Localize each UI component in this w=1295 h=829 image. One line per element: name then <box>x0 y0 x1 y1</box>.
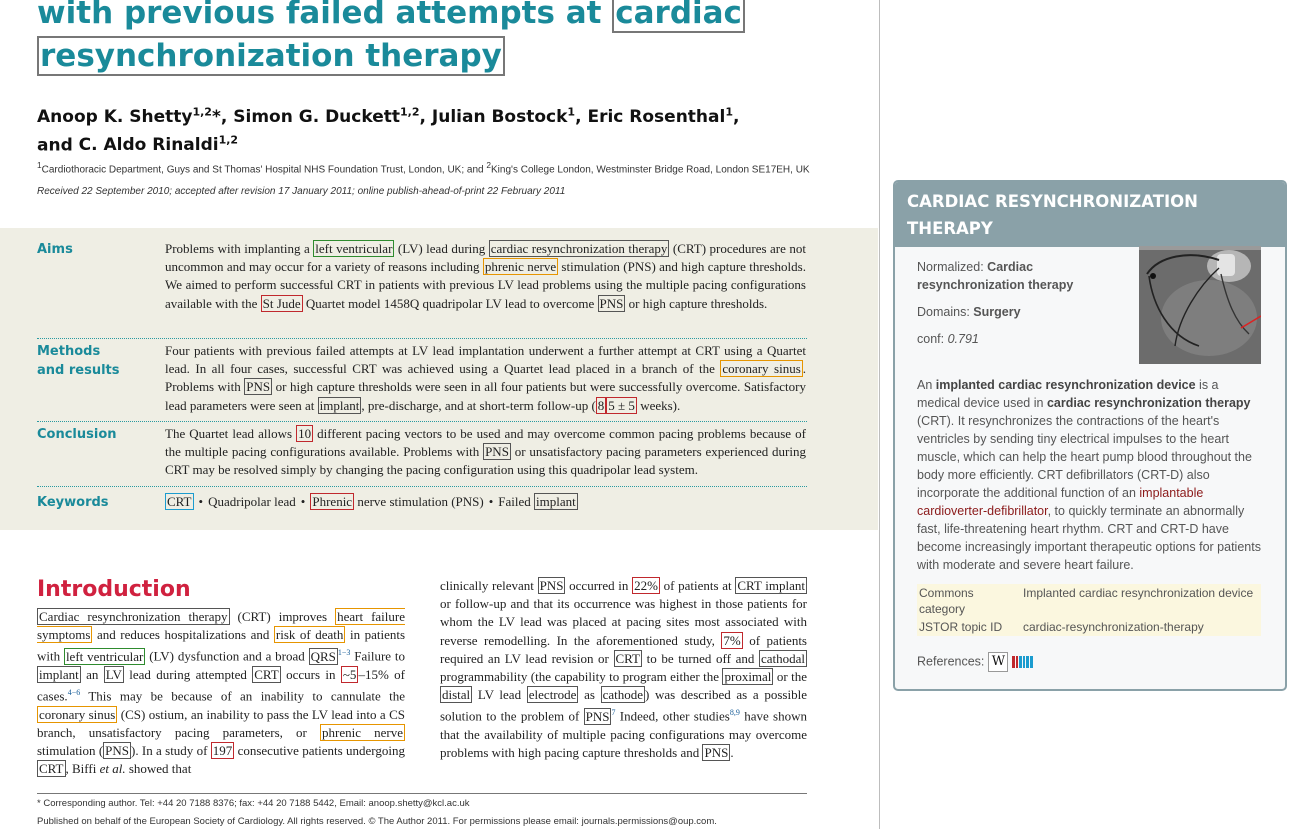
author-sep: , <box>419 106 432 127</box>
text: showed that <box>125 761 192 777</box>
author-sup: 1,2 <box>192 105 212 118</box>
text: LV lead <box>472 687 527 703</box>
reference-link[interactable]: 7 <box>611 708 616 718</box>
text: Four patients with previous failed attempts at LV lead implantation underwent a further attempt at CRT using a Quartet lead. In all four cases, successful CRT was achieved using a Quartet lead placed in a branch of the <box>165 343 806 377</box>
text: et al. <box>99 761 126 777</box>
affil-sup: 1 <box>37 160 42 170</box>
text: ). In a study of <box>131 743 211 759</box>
text: of patients required an LV lead revision or <box>440 632 807 666</box>
entity-proximal[interactable]: proximal <box>724 669 772 685</box>
reference-link[interactable]: 4−6 <box>67 688 81 698</box>
entity-phrenic[interactable]: Phrenic <box>312 494 353 509</box>
entity-cathodal[interactable]: cathodal <box>760 650 805 666</box>
abstract-divider <box>37 338 807 339</box>
text: weeks). <box>636 397 681 413</box>
text: –15% of cases. <box>37 666 405 704</box>
author-sup: 1,2 <box>400 105 420 118</box>
entity-crt[interactable]: CRT <box>39 761 64 777</box>
entity-electrode[interactable]: electrode <box>528 687 577 703</box>
entity-implant[interactable]: implant <box>39 666 79 682</box>
entity-risk-of-death[interactable]: risk of death <box>275 627 344 643</box>
panel-description <box>917 376 1263 574</box>
bold-term: cardiac resynchronization therapy <box>1046 396 1251 410</box>
entity-heart-failure[interactable]: heart failure symptoms <box>37 609 405 643</box>
keywords-text <box>165 493 806 511</box>
entity-info-panel <box>893 180 1287 691</box>
author-list <box>37 100 837 157</box>
text: An <box>917 378 936 392</box>
entity-st-jude[interactable]: St Jude <box>262 295 301 311</box>
methods-text <box>165 342 806 415</box>
text: as <box>578 687 601 703</box>
panel-references <box>917 652 1034 672</box>
text: stimulation (PNS) and high capture thresholds. We aimed to perform successful CRT in patients with previous LV lead problems using the multiple pacing configurations available with the <box>165 259 806 311</box>
entity-distal[interactable]: distal <box>442 687 471 703</box>
entity-pns[interactable]: PNS <box>539 578 564 593</box>
entity-number[interactable]: 8 <box>597 397 605 413</box>
label-text: Methods <box>37 344 101 359</box>
author-sup: 1,2 <box>218 133 239 147</box>
entity-pns[interactable]: PNS <box>105 743 130 759</box>
entity-left-ventricular[interactable]: left ventricular <box>65 648 144 664</box>
entity-number[interactable]: 22% <box>634 578 658 593</box>
received-dates: Received 22 September 2010; accepted after revision 17 January 2011; online publish-ahead-of-print 22 February 2011 <box>37 186 566 197</box>
right-column-text <box>440 577 807 762</box>
text: consecutive patients undergoing <box>234 743 405 759</box>
author-sup: 1 <box>567 105 576 118</box>
text: occurred in <box>565 578 633 593</box>
entity-resynchronization-title[interactable]: resynchronization therapy <box>37 36 505 76</box>
text: (CRT). It resynchronizes the contractions of the heart's ventricles by sending tiny electrical impulses to the heart muscle, which can help the heart pump blood throughout the body more efficiently. CRT defibrillators (CRT-D) also incorporate the additional function of an <box>917 414 1252 500</box>
text: . Problems with <box>165 361 806 395</box>
author-sep: , <box>733 106 740 127</box>
text: The Quartet lead allows <box>165 426 297 441</box>
author-name: Simon G. Duckett <box>233 106 400 127</box>
author-2 <box>233 107 432 127</box>
entity-cardiac-title[interactable]: cardiac <box>612 0 745 33</box>
text: of patients at <box>659 578 736 593</box>
xray-thumbnail[interactable] <box>1139 246 1261 364</box>
entity-crt[interactable]: CRT <box>615 650 641 666</box>
text: and reduces hospitalizations and <box>92 627 274 643</box>
meta-label: Domains: <box>917 305 974 319</box>
abstract-divider <box>37 421 807 422</box>
author-5 <box>79 135 238 155</box>
domains-row <box>917 303 1117 321</box>
keywords-label: Keywords <box>37 495 109 510</box>
entity-implant[interactable]: implant <box>319 397 360 413</box>
reference-link[interactable]: 1−3 <box>337 648 351 658</box>
corresponding-author-footnote: * Corresponding author. Tel: +44 20 7188 8376; fax: +44 20 7188 5442, Email: anoop.shetty@kcl.ac.uk <box>37 798 470 809</box>
introduction-text <box>37 608 405 778</box>
text: have shown that the availability of multiple pacing configurations may overcome problems with high pacing capture thresholds and <box>440 708 807 761</box>
panel-title: CARDIAC RESYNCHRONIZATION THERAPY <box>895 182 1285 247</box>
bold-term: implanted cardiac resynchronization device <box>935 378 1196 392</box>
text: lead during attempted <box>123 666 253 682</box>
entity-phrenic-nerve[interactable]: phrenic nerve <box>322 724 403 740</box>
references-label: References: <box>917 654 985 669</box>
entity-coronary-sinus[interactable]: coronary sinus <box>722 361 801 377</box>
author-name: C. Aldo Rinaldi <box>78 135 219 156</box>
text: or high capture thresholds were seen in all four patients but were successfully overcome. Satisfactory lead parameters were seen at <box>165 379 806 413</box>
table-row <box>917 618 1261 636</box>
text: , pre-discharge, and at short-term follow-up ( <box>361 397 596 413</box>
author-4 <box>587 107 739 127</box>
text: to be turned off and <box>642 650 759 666</box>
conclusion-text <box>165 425 806 480</box>
text: (LV) lead during <box>394 241 489 256</box>
entity-number[interactable]: 197 <box>212 743 233 759</box>
author-1 <box>37 107 233 127</box>
text: in patients with <box>37 627 406 664</box>
text: an <box>80 666 104 682</box>
methods-label <box>37 342 157 380</box>
entity-qrs[interactable]: QRS <box>310 648 336 664</box>
affil-text: Cardiothoracic Department, Guys and St Thomas' Hospital NHS Foundation Trust, London, UK; and <box>41 164 487 176</box>
text: or follow-up and that its occurrence was highest in those patients for whom the LV lead was placed at pacing sites most associated with reverse remodelling. In the aforementioned study, <box>440 596 807 648</box>
text: Indeed, other studies <box>615 708 730 724</box>
affil-sup: 2 <box>486 160 492 170</box>
jstor-icon[interactable] <box>1012 655 1034 669</box>
conf-value: 0.791 <box>947 332 979 346</box>
affiliations <box>37 160 857 175</box>
text: Quartet model 1458Q quadripolar LV lead to overcome <box>302 295 598 311</box>
text: (LV) dysfunction and a broad <box>145 648 309 664</box>
entity-pns[interactable]: PNS <box>585 708 610 724</box>
bullet: • <box>488 494 494 509</box>
aims-label: Aims <box>37 242 73 257</box>
text: different pacing vectors to be used and may overcome common pacing problems because of the multiple pacing configurations available. Problems with <box>165 426 806 460</box>
entity-crt-implant[interactable]: CRT implant <box>737 578 806 593</box>
abstract-box <box>0 228 878 530</box>
entity-pns[interactable]: PNS <box>599 295 624 311</box>
property-value[interactable]: cardiac-resynchronization-therapy <box>1023 620 1204 634</box>
entity-number[interactable]: 10 <box>298 426 312 441</box>
text: (CRT) procedures are not uncommon and may occur for a variety of reasons including <box>165 241 806 275</box>
entity-crt[interactable]: Cardiac resynchronization therapy <box>39 609 228 624</box>
entity-number[interactable]: 7% <box>723 632 741 648</box>
text: (CS) ostium, an inability to pass the LV lead into a CS branch, unsatisfactory pacing parameters, or <box>37 706 405 740</box>
entity-number[interactable]: 5 ± 5 <box>608 397 635 413</box>
property-key: Commons category <box>919 586 974 616</box>
text: stimulation ( <box>37 743 104 759</box>
entity-coronary-sinus[interactable]: coronary sinus <box>39 706 116 722</box>
property-value[interactable]: Implanted cardiac resynchronization device <box>1023 586 1254 600</box>
reference-link[interactable]: 8,9 <box>729 708 740 718</box>
affil-text: King's College London, Westminster Bridge Road, London SE17EH, UK <box>491 164 810 176</box>
entity-left-ventricular[interactable]: left ventricular <box>315 241 393 256</box>
text: , to quickly terminate an abnormally fast, life-threatening heart rhythm. CRT and CRT-D have become increasingly important therapeutic options for patients with moderate and severe heart failure. <box>917 504 1261 572</box>
entity-crt[interactable]: cardiac resynchronization therapy <box>490 241 668 256</box>
text: or unsatisfactory pacing parameters experienced during CRT may be resolved simply by changing the pacing configuration using this quadripolar lead system. <box>165 444 806 478</box>
publisher-note: Published on behalf of the European Society of Cardiology. All rights reserved. © The Author 2011. For permissions please email: journals.permissions@oup.com. <box>37 816 717 827</box>
keyword: nerve stimulation (PNS) <box>354 494 484 509</box>
abstract-divider <box>37 486 807 487</box>
title-text: with previous failed attempts at <box>37 0 613 31</box>
author-sep: *, <box>211 106 234 127</box>
normalized-row <box>917 258 1117 294</box>
aims-text <box>165 240 806 313</box>
entity-cathode[interactable]: cathode <box>602 687 644 703</box>
entity-number[interactable]: ~5 <box>342 666 357 682</box>
entity-crt-keyword[interactable]: CRT <box>167 494 192 509</box>
label-text: and results <box>37 363 120 378</box>
icd-link[interactable]: implantable cardioverter-defibrillator <box>917 486 1204 518</box>
table-row <box>917 584 1261 618</box>
normalized-value: Cardiac resynchronization therapy <box>917 260 1074 292</box>
text: ) was described as a possible solution to the problem of <box>440 687 807 724</box>
text: or high capture thresholds. <box>625 295 768 311</box>
domains-value: Surgery <box>973 305 1021 319</box>
wikipedia-icon[interactable]: W <box>988 652 1008 672</box>
author-sup: 1 <box>725 105 733 118</box>
text: Problems with implanting a <box>165 241 314 256</box>
footnote-divider <box>37 793 807 794</box>
text: This may be because of an inability to cannulate the <box>80 688 405 704</box>
entity-implant[interactable]: implant <box>536 494 576 509</box>
text: is a medical device used in <box>917 378 1219 410</box>
introduction-heading: Introduction <box>37 577 191 602</box>
author-sep: , <box>575 106 588 127</box>
text: or the <box>773 669 807 685</box>
text: . <box>730 745 734 761</box>
bullet: • <box>198 494 204 509</box>
conf-row <box>917 330 1117 348</box>
author-name: Anoop K. Shetty <box>37 106 193 127</box>
entity-lv[interactable]: LV <box>105 666 122 682</box>
introduction-column <box>37 576 405 778</box>
author-name: Eric Rosenthal <box>587 106 726 127</box>
keyword: Quadripolar lead <box>208 494 296 509</box>
property-key: JSTOR topic ID <box>919 620 1003 634</box>
meta-label: conf: <box>917 332 948 346</box>
right-column <box>440 577 807 762</box>
conclusion-label: Conclusion <box>37 427 117 442</box>
meta-label: Normalized: <box>917 260 988 274</box>
entity-crt[interactable]: CRT <box>254 666 279 682</box>
paper-title <box>37 0 857 78</box>
xray-image <box>1139 246 1261 364</box>
text: clinically relevant <box>440 578 538 593</box>
author-and: and <box>37 135 79 156</box>
entity-pns[interactable]: PNS <box>704 745 729 761</box>
text: (CRT) improves <box>229 609 336 624</box>
text: Failure to <box>350 648 405 664</box>
panel-meta <box>917 258 1117 348</box>
text: programmability (the capability to program either the <box>440 669 723 685</box>
panel-properties-table <box>917 584 1261 636</box>
keyword: Failed <box>498 494 535 509</box>
entity-pns[interactable]: PNS <box>246 379 271 395</box>
author-3 <box>432 107 588 127</box>
text: occurs in <box>280 666 341 682</box>
entity-pns[interactable]: PNS <box>485 444 509 460</box>
text: , Biffi <box>65 761 100 777</box>
author-name: Julian Bostock <box>431 106 568 127</box>
panel-divider <box>879 0 880 829</box>
entity-phrenic-nerve[interactable]: phrenic nerve <box>484 259 557 275</box>
bullet: • <box>300 494 306 509</box>
